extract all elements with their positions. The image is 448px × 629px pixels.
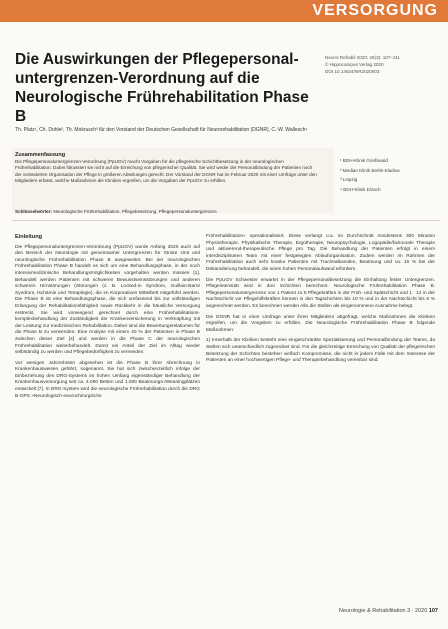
affiliation-item: ² Median Klinik Berlin-Kladow [340, 167, 400, 173]
section-divider [12, 220, 440, 221]
keywords-text: Neurologische Frührehabilitation, Pflegebesetzung, Pflegepersonaluntergrenzen [53, 209, 217, 214]
section-banner [0, 0, 448, 22]
section-label: VERSORGUNG [312, 2, 438, 19]
body-paragraph: Vor wenigen Jahrzehnten abgesehen ist die Phase B ihrer Abrechnung in Krankenhausweisen geführt, sogenannt. Sie hat sich zwischenzeitlich infolge der Einbeziehung des DRG-Systems im hohen Umfang eigenständiger Behandlung der Krankenhausversorgung seit ca. 4.000 Betten und 1.000 Beatmungs-/Weaningplätzen entwickelt [7]. In DRG-System wird die neurologische Frührehabilitation durch die DRG B-OPS »Neurologisch-neurochirurgische [15, 360, 200, 399]
body-paragraph: Die PpUGV Schwester erwartet in der Pflegepersonalbesetzung die Einhaltung fester Untergrenzen. Pflegeintensität wird in drei Schichten berechnet. Neurologische Frührehabilitation Phase B: Pflegepersonaluntergrenzen von 1 Patient zu 5 Pflegekräften in der Früh- und Spätschicht und 1 : 12 in der Nachtschicht vor Pflegehilfskräften können in den Tagschichten bis 10 % und in der Nachtschicht bis 8 % angerechnet werden. Es berechnen werden Alle die Stellen als eingenommene Ausnahme belegt. [206, 277, 435, 309]
meta-doi: DOI 10.14624/NR2020003 [325, 69, 380, 74]
section-heading: Einleitung [15, 234, 43, 240]
affiliation-item: ³ Leipzig [340, 177, 358, 182]
affiliation-item: ¹ BDH-Klinik Greifswald [340, 158, 388, 163]
article-meta [325, 54, 443, 75]
page-number: 107 [428, 608, 438, 614]
body-paragraph: Frührehabilitation« operationalisiert. Diese verlangt u.a. im Durchschnitt mindestens 300 Minuten Physiotherapie, Physikalische Therapie, Ergotherapie, Neuropsychologie, Logopädie/fazioorale Therapie und aktivierend-therapeutische Pflege pro Tag. Die Behandlung der Patienten erfolgt in einem interdisziplinären Team mit einer festgelegten Ablauforganisation. Zudem werden im Rahmen der Frührehabilitation auch sehr kranke Patienten mit Trachealkanülen, Beatmung und ca. 15 % bei der Dekanülierung behandelt, die einen hohen Personalaufwand erfordern. [206, 234, 435, 272]
body-paragraph: 1) Innerhalb der Kliniken besteht eine eingeschränkte Spezialisierung und Personalbindung der Teams, da Stellen sich unterschiedlich zugeordnet sind. Für die gleichzeitige Erreichung von Qualität der pflegerischen Besetzung der Schichten bestehen vielfach Kompromisse, die nicht in jedem Falle mit dem Interesse der Patienten an einer hochwertigen Pflege- und Therapiebehandlung vereinbar sind. [206, 338, 435, 364]
page-footer [339, 608, 438, 614]
author-list: Th. Platz¹, Ch. Dohle², Th. Mokrusch³ für den Vorstand der Deutschen Gesellschaft für Neurorehabilitation (DGNR), C.-W. Wallesch⁴ [15, 127, 308, 133]
body-paragraph: Die DGNR hat in einer Umfrage unter ihren Mitgliedern abgefragt, welche Maßnahmen die Kliniken ergreifen, um die Vorgaben zu erfüllen. Die Neurologische Frührehabilitation Phase B folgende Maßnahmen: [206, 314, 435, 333]
affiliation-list [340, 156, 440, 194]
body-column-right [206, 234, 435, 369]
body-column-left [15, 234, 200, 404]
affiliation-item: ⁴ BDH-Klinik Elzach [340, 186, 381, 192]
abstract-text: Die Pflegepersonaluntergrenzen-Verordnung (PpUGV) macht Vorgaben für die pflegerische Schichtbesetzung in der neurologischen Frührehabilitation. Dabei fokussiert sie nicht auf die Erreichung von pflegerischer Qualität. Sie wird weder der Personalbindung der Patienten noch der veränderten Organisation der Pflege in größeren Abteilungen gerecht. Der Vorstand der DGNR hat im Februar 2020 mit einer Umfrage unter den Mitgliedern erfasst, welche Maßnahmen die Kliniken ergreifen, um die Vorgaben der PpUGV zu erfüllen. [15, 159, 317, 183]
meta-citation: Neurol Rehabil 2020; 26(3): 107–111 [325, 55, 400, 60]
journal-name: Neurologie & Rehabilitation 3 · 2020 [338, 608, 428, 614]
keywords [15, 209, 335, 214]
article-title: Die Auswirkungen der Pflegepersonal-untergrenzen-Verordnung auf die Neurologische Frührehabilitation Phase B [15, 51, 309, 125]
keywords-label: Schlüsselwörter: [15, 209, 53, 214]
abstract-heading: Zusammenfassung [15, 152, 66, 158]
body-paragraph: Die Pflegepersonaluntergrenzen-Verordnung (PpUGV) wurde Anfang 2020 auch auf den Bereich der Neurologie mit gemeinsamer Untergrenzen für Stroke Unit und neurologische Frührehabilitation Phase B ausgeweitet. Bei der neurologischen Frührehabilitation Phase B handelt es sich um eine Behandlungsphase, in der noch intensivmedizinische Behandlungsmöglichkeiten vorgehalten werden müssen [1]. Behandelt werden Patienten mit schweren Bewusstseinsstörungen und anderen schweren Hirnstörungen (Störungen (z. B. Locked-in Syndrom, Guillain-Barré Syndrom, Ischämie und Tetraplegie), die im Korporativen Mittelbett mitgeführt werden. Die Phase B ist eine Behandlungsphase, die sich umfassend bis zur vollständigen Erlangung der Rehabilitationsfähigkeit sowie Rückkehr in die häusliche Versorgung erstreckt. Sie wird vorwiegend gerechnet durch eine Frührehabilitations-komplexbehandlung der Zuständigkeit der Krankenversicherung in Verknüpfung mit der Leistung zur medizinischen Rehabilitation. Daher sind die Bewertungsrelationen für die Phase B zu verwenden. Eine Analyse mit einem 40 % der Patienten in Phase B zwischen dieser Ziel [4] und werden in die Phase C der neurologischen Frührehabilitation weiterbehandelt. Damit ein Anteil der Ziel im Alltag wieder selbständig zu werden und Pflegebedürftigkeit zu vermeiden. [15, 244, 200, 356]
meta-publisher: © Hippocampus Verlag 2020 [325, 62, 384, 67]
